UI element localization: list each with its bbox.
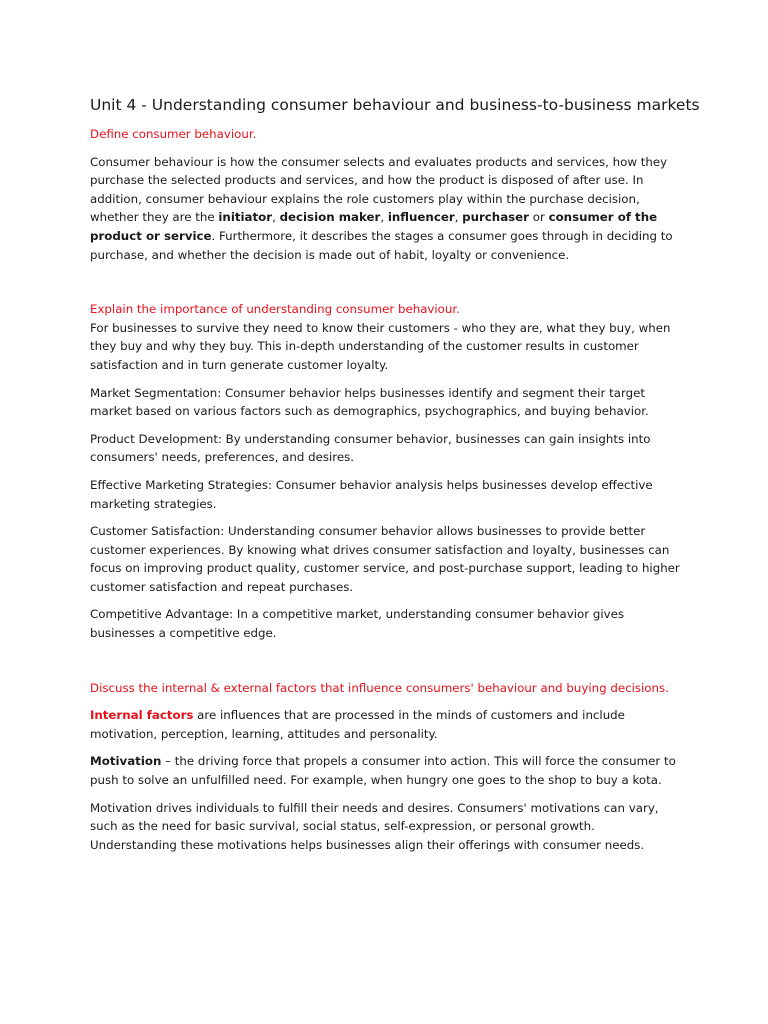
motivation-paragraph — [90, 752, 682, 789]
section-heading-factors: Discuss the internal & external factors that influence consumers' behaviour and buying decisions. — [90, 680, 669, 695]
definition-text-part2: . Furthermore, it describes the stages a consumer goes through in deciding to purchase, and whether the decision is made out of habit, loyalty or convenience. — [90, 228, 673, 262]
role-purchaser: purchaser — [462, 210, 529, 225]
role-separator: or — [529, 210, 549, 225]
internal-factors-label: Internal factors — [90, 708, 194, 723]
role-decision-maker: decision maker — [279, 210, 381, 225]
role-consumer: consumer of the product or service — [90, 210, 658, 243]
definition-text-part1: Consumer behaviour is how the consumer selects and evaluates products and services, how they purchase the selected products and services, and how the product is disposed of after use. In addition, consumer behaviour explains the role customers play within the purchase decision, whether they are the — [90, 154, 668, 225]
role-initiator: initiator — [218, 210, 273, 225]
internal-factors-text: are influences that are processed in the minds of customers and include motivation, perception, learning, attitudes and personality. — [90, 708, 625, 741]
internal-factors-paragraph — [90, 706, 682, 743]
marketing-strategies-paragraph: Effective Marketing Strategies: Consumer behavior analysis helps businesses develop effective marketing strategies. — [90, 477, 653, 511]
market-segmentation-paragraph: Market Segmentation: Consumer behavior helps businesses identify and segment their target market based on various factors such as demographics, psychographics, and buying behavior. — [90, 385, 649, 419]
role-separator: , — [272, 210, 280, 225]
motivation-text: – the driving force that propels a consumer into action. This will force the consumer to push to solve an unfulfilled need. For example, when hungry one goes to the shop to buy a kota. — [90, 754, 676, 788]
product-development-paragraph: Product Development: By understanding consumer behavior, businesses can gain insights into consumers' needs, preferences, and desires. — [90, 431, 651, 465]
role-separator: , — [380, 210, 388, 225]
section-heading-define: Define consumer behaviour. — [90, 127, 257, 141]
competitive-advantage-paragraph: Competitive Advantage: In a competitive market, understanding consumer behavior gives businesses a competitive edge. — [90, 607, 624, 641]
section-heading-importance: Explain the importance of understanding consumer behaviour. — [90, 302, 460, 317]
document-title: Unit 4 - Understanding consumer behaviour and business-to-business markets — [90, 96, 700, 114]
role-separator: , — [454, 210, 463, 225]
importance-intro-paragraph: For businesses to survive they need to know their customers - who they are, what they buy, when they buy and why they buy. This in-depth understanding of the customer results in customer satisfaction and in turn generate customer loyalty. — [90, 320, 671, 372]
customer-satisfaction-paragraph: Customer Satisfaction: Understanding consumer behavior allows businesses to provide better customer experiences. By knowing what drives consumer satisfaction and loyalty, businesses can focus on improving product quality, customer service, and post-purchase support, leading to higher customer satisfaction and repeat purchases. — [90, 524, 680, 594]
document-content — [90, 94, 700, 863]
role-influencer: influencer — [387, 210, 455, 225]
motivation-detail-paragraph: Motivation drives individuals to fulfill their needs and desires. Consumers' motivations can vary, such as the need for basic survival, social status, self-expression, or personal growth. Understanding these motivations helps businesses align their offerings with consumer needs. — [90, 800, 659, 852]
definition-paragraph — [90, 153, 682, 265]
motivation-label: Motivation — [90, 754, 162, 769]
